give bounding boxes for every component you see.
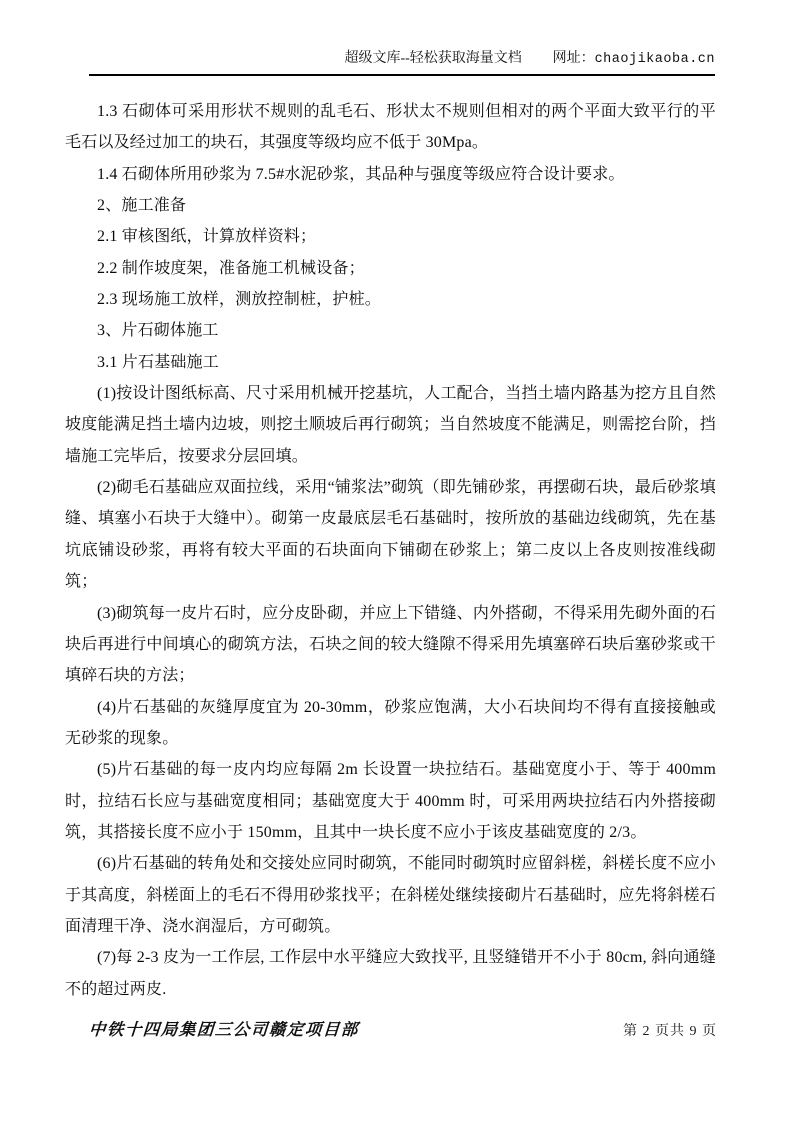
- paragraph-item-3: (3)砌筑每一皮片石时，应分皮卧砌，并应上下错缝、内外搭砌，不得采用先砌外面的石块后再进行中间填心的砌筑方法，石块之间的较大缝隙不得采用先填塞碎石块后塞砂浆或干填碎石块的方法；: [65, 604, 716, 685]
- heading-3-1: 3.1 片石基础施工: [97, 353, 220, 371]
- page-header: [89, 50, 715, 69]
- paragraph-item-4: (4)片石基础的灰缝厚度宜为 20-30mm，砂浆应饱满，大小石块间均不得有直接接触或无砂浆的现象。: [65, 698, 716, 747]
- paragraph-1-3: 1.3 石砌体可采用形状不规则的乱毛石、形状太不规则但相对的两个平面大致平行的平毛石以及经过加工的块石，其强度等级均应不低于 30Mpa。: [65, 103, 716, 152]
- page-footer: [89, 1016, 717, 1040]
- document-body: [65, 96, 716, 1005]
- header-url: chaojikaoba.cn: [594, 52, 715, 67]
- paragraph-1-4: 1.4 石砌体所用砂浆为 7.5#水泥砂浆，其品种与强度等级应符合设计要求。: [97, 165, 625, 183]
- heading-3: 3、片石砌体施工: [97, 322, 219, 340]
- footer-page-indicator: 第 2 页共 9 页: [623, 1024, 717, 1039]
- header-url-label: 网址：: [552, 51, 595, 66]
- header-divider: [89, 74, 715, 76]
- paragraph-item-7: (7)每 2-3 皮为一工作层, 工作层中水平缝应大致找平, 且竖缝错开不小于 80cm, 斜向通缝不的超过两皮.: [65, 949, 716, 998]
- header-tagline: 超级文库--轻松获取海量文档: [344, 51, 522, 66]
- footer-organization: 中铁十四局集团三公司赣定项目部: [88, 1020, 360, 1039]
- paragraph-item-6: (6)片石基础的转角处和交接处应同时砌筑，不能同时砌筑时应留斜槎，斜槎长度不应小于其高度，斜槎面上的毛石不得用砂浆找平；在斜槎处继续接砌片石基础时，应先将斜槎石面清理干净、浇水润湿后，方可砌筑。: [65, 855, 716, 935]
- heading-2: 2、施工准备: [97, 197, 187, 215]
- paragraph-item-1: (1)按设计图纸标高、尺寸采用机械开挖基坑，人工配合，当挡土墙内路基为挖方且自然坡度能满足挡土墙内边坡，则挖土顺坡后再行砌筑；当自然坡度不能满足，则需挖台阶，挡墙施工完毕后，按要求分层回填。: [65, 385, 716, 465]
- paragraph-item-2: (2)砌毛石基础应双面拉线，采用“铺浆法”砌筑（即先铺砂浆，再摆砌石块，最后砂浆填缝、填塞小石块于大缝中）。砌第一皮最底层毛石基础时，按所放的基础边线砌筑，先在基坑底铺设砂浆，再将有较大平面的石块面向下铺砌在砂浆上；第二皮以上各皮则按准线砌筑；: [65, 479, 716, 591]
- paragraph-item-5: (5)片石基础的每一皮内均应每隔 2m 长设置一块拉结石。基础宽度小于、等于 400mm 时，拉结石长应与基础宽度相同；基础宽度大于 400mm 时，可采用两块拉结石内外搭接砌筑，其搭接长度不应小于 150mm，且其中一块长度不应小于该皮基础宽度的 2/3。: [65, 761, 716, 841]
- paragraph-2-3: 2.3 现场施工放样，测放控制桩，护桩。: [97, 291, 382, 309]
- paragraph-2-1: 2.1 审核图纸，计算放样资料；: [97, 228, 317, 246]
- paragraph-2-2: 2.2 制作坡度架，准备施工机械设备；: [97, 259, 365, 277]
